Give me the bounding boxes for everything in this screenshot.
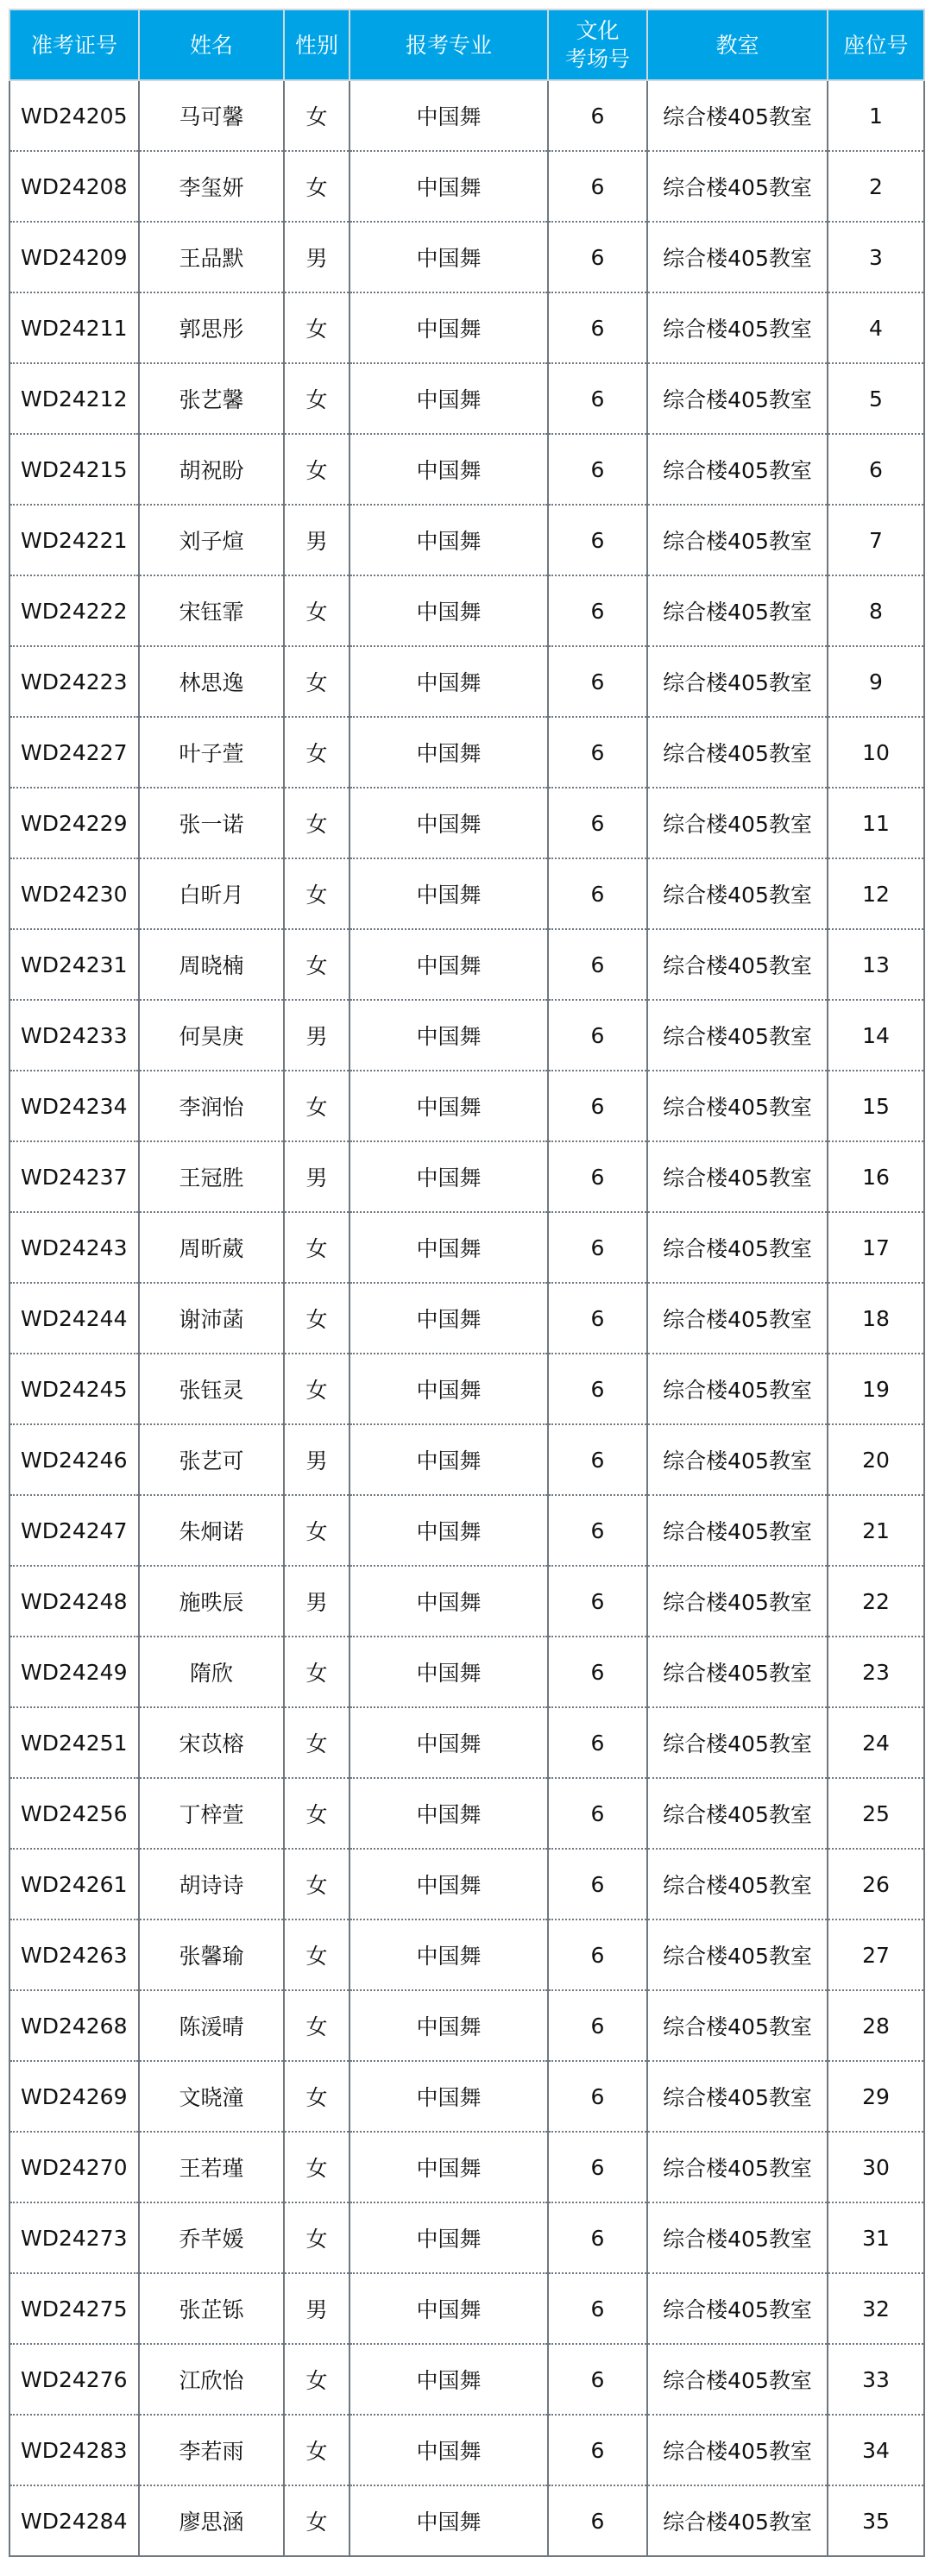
table-row [9,1424,924,1495]
cell-classroom: 综合楼405教室 [647,1000,828,1071]
table-row [9,1283,924,1354]
cell-seat-number: 33 [828,2344,924,2415]
cell-major: 中国舞 [350,1566,548,1637]
cell-gender: 女 [284,151,350,222]
header-major: 报考专业 [350,9,548,80]
cell-classroom: 综合楼405教室 [647,575,828,646]
cell-classroom: 综合楼405教室 [647,2485,828,2556]
cell-name: 叶子萱 [139,717,284,788]
cell-major: 中国舞 [350,2485,548,2556]
cell-major: 中国舞 [350,363,548,434]
cell-exam-room-number: 6 [548,1071,647,1141]
cell-gender: 男 [284,1566,350,1637]
cell-exam-room-number: 6 [548,929,647,1000]
table-row [9,1354,924,1424]
cell-seat-number: 22 [828,1566,924,1637]
cell-gender: 女 [284,2202,350,2273]
cell-name: 张艺可 [139,1424,284,1495]
table-row [9,717,924,788]
cell-exam-room-number: 6 [548,2132,647,2202]
cell-classroom: 综合楼405教室 [647,1283,828,1354]
cell-admission-number: WD24231 [9,929,139,1000]
cell-gender: 女 [284,2061,350,2132]
cell-name: 陈湲晴 [139,1990,284,2061]
cell-seat-number: 7 [828,505,924,575]
cell-name: 白昕月 [139,858,284,929]
cell-gender: 女 [284,1990,350,2061]
cell-admission-number: WD24237 [9,1141,139,1212]
cell-classroom: 综合楼405教室 [647,1919,828,1990]
cell-name: 王品默 [139,222,284,292]
cell-classroom: 综合楼405教室 [647,434,828,505]
cell-exam-room-number: 6 [548,1637,647,1707]
cell-seat-number: 1 [828,80,924,151]
cell-gender: 女 [284,858,350,929]
cell-major: 中国舞 [350,929,548,1000]
header-exam-room-number-line1: 文化 [576,18,620,43]
cell-name: 朱炯诺 [139,1495,284,1566]
cell-major: 中国舞 [350,2415,548,2485]
cell-classroom: 综合楼405教室 [647,292,828,363]
cell-classroom: 综合楼405教室 [647,788,828,858]
header-exam-room-number-line2: 考场号 [564,47,630,72]
cell-major: 中国舞 [350,575,548,646]
cell-admission-number: WD24248 [9,1566,139,1637]
cell-classroom: 综合楼405教室 [647,1707,828,1778]
header-exam-room-number [548,9,647,80]
cell-name: 丁梓萱 [139,1778,284,1849]
table-row [9,1990,924,2061]
cell-major: 中国舞 [350,1212,548,1283]
cell-major: 中国舞 [350,2132,548,2202]
cell-name: 隋欣 [139,1637,284,1707]
cell-major: 中国舞 [350,2344,548,2415]
cell-classroom: 综合楼405教室 [647,363,828,434]
table-header [9,9,924,80]
table-row [9,1849,924,1919]
cell-classroom: 综合楼405教室 [647,2415,828,2485]
table-row [9,292,924,363]
cell-admission-number: WD24249 [9,1637,139,1707]
cell-admission-number: WD24269 [9,2061,139,2132]
cell-classroom: 综合楼405教室 [647,1141,828,1212]
cell-major: 中国舞 [350,1778,548,1849]
table-row [9,2344,924,2415]
cell-exam-room-number: 6 [548,1283,647,1354]
cell-major: 中国舞 [350,788,548,858]
cell-admission-number: WD24245 [9,1354,139,1424]
cell-seat-number: 24 [828,1707,924,1778]
cell-gender: 女 [284,646,350,717]
cell-name: 张钰灵 [139,1354,284,1424]
cell-admission-number: WD24283 [9,2415,139,2485]
cell-major: 中国舞 [350,858,548,929]
cell-seat-number: 8 [828,575,924,646]
cell-exam-room-number: 6 [548,2415,647,2485]
cell-seat-number: 31 [828,2202,924,2273]
table-row [9,858,924,929]
cell-admission-number: WD24247 [9,1495,139,1566]
cell-major: 中国舞 [350,80,548,151]
header-name: 姓名 [139,9,284,80]
cell-name: 李润怡 [139,1071,284,1141]
cell-major: 中国舞 [350,1707,548,1778]
cell-gender: 女 [284,363,350,434]
cell-classroom: 综合楼405教室 [647,1354,828,1424]
cell-name: 王若瑾 [139,2132,284,2202]
header-classroom: 教室 [647,9,828,80]
cell-classroom: 综合楼405教室 [647,1637,828,1707]
table-row [9,1071,924,1141]
cell-exam-room-number: 6 [548,858,647,929]
cell-admission-number: WD24244 [9,1283,139,1354]
cell-exam-room-number: 6 [548,151,647,222]
cell-gender: 女 [284,1849,350,1919]
cell-gender: 女 [284,292,350,363]
cell-exam-room-number: 6 [548,2344,647,2415]
cell-exam-room-number: 6 [548,1566,647,1637]
cell-exam-room-number: 6 [548,575,647,646]
cell-seat-number: 9 [828,646,924,717]
cell-name: 林思逸 [139,646,284,717]
cell-admission-number: WD24211 [9,292,139,363]
table-row [9,575,924,646]
cell-name: 王冠胜 [139,1141,284,1212]
cell-seat-number: 34 [828,2415,924,2485]
header-row [9,9,924,80]
cell-admission-number: WD24268 [9,1990,139,2061]
cell-name: 宋苡榕 [139,1707,284,1778]
cell-name: 胡祝盼 [139,434,284,505]
cell-classroom: 综合楼405教室 [647,2061,828,2132]
table-row [9,2132,924,2202]
cell-classroom: 综合楼405教室 [647,2344,828,2415]
table-row [9,505,924,575]
table-row [9,2485,924,2556]
cell-name: 施昳辰 [139,1566,284,1637]
cell-gender: 女 [284,1495,350,1566]
cell-major: 中国舞 [350,717,548,788]
cell-gender: 女 [284,434,350,505]
cell-exam-room-number: 6 [548,222,647,292]
cell-admission-number: WD24215 [9,434,139,505]
cell-name: 张一诺 [139,788,284,858]
table-row [9,1141,924,1212]
cell-admission-number: WD24234 [9,1071,139,1141]
cell-classroom: 综合楼405教室 [647,1424,828,1495]
cell-seat-number: 28 [828,1990,924,2061]
cell-seat-number: 32 [828,2273,924,2344]
cell-admission-number: WD24261 [9,1849,139,1919]
cell-exam-room-number: 6 [548,363,647,434]
exam-seating-table [9,9,925,2557]
cell-major: 中国舞 [350,1354,548,1424]
cell-admission-number: WD24275 [9,2273,139,2344]
cell-exam-room-number: 6 [548,717,647,788]
cell-name: 刘子煊 [139,505,284,575]
table-row [9,1707,924,1778]
cell-exam-room-number: 6 [548,1354,647,1424]
cell-gender: 男 [284,505,350,575]
cell-major: 中国舞 [350,1071,548,1141]
cell-classroom: 综合楼405教室 [647,2273,828,2344]
cell-seat-number: 11 [828,788,924,858]
cell-exam-room-number: 6 [548,646,647,717]
cell-exam-room-number: 6 [548,2202,647,2273]
cell-classroom: 综合楼405教室 [647,1212,828,1283]
cell-major: 中国舞 [350,646,548,717]
cell-classroom: 综合楼405教室 [647,929,828,1000]
table-row [9,80,924,151]
table-row [9,1778,924,1849]
cell-admission-number: WD24221 [9,505,139,575]
table-row [9,1212,924,1283]
cell-exam-room-number: 6 [548,1919,647,1990]
cell-name: 江欣怡 [139,2344,284,2415]
table-row [9,2273,924,2344]
cell-exam-room-number: 6 [548,1778,647,1849]
cell-gender: 男 [284,222,350,292]
cell-name: 周昕葳 [139,1212,284,1283]
cell-seat-number: 10 [828,717,924,788]
cell-classroom: 综合楼405教室 [647,1495,828,1566]
cell-name: 廖思涵 [139,2485,284,2556]
cell-seat-number: 17 [828,1212,924,1283]
cell-gender: 女 [284,1212,350,1283]
cell-exam-room-number: 6 [548,80,647,151]
cell-classroom: 综合楼405教室 [647,717,828,788]
cell-major: 中国舞 [350,1000,548,1071]
cell-gender: 女 [284,1283,350,1354]
cell-gender: 女 [284,80,350,151]
cell-admission-number: WD24223 [9,646,139,717]
cell-classroom: 综合楼405教室 [647,2202,828,2273]
cell-name: 李若雨 [139,2415,284,2485]
cell-seat-number: 3 [828,222,924,292]
cell-seat-number: 35 [828,2485,924,2556]
cell-seat-number: 14 [828,1000,924,1071]
cell-major: 中国舞 [350,1919,548,1990]
cell-seat-number: 12 [828,858,924,929]
cell-exam-room-number: 6 [548,1141,647,1212]
cell-exam-room-number: 6 [548,292,647,363]
cell-admission-number: WD24270 [9,2132,139,2202]
cell-major: 中国舞 [350,1990,548,2061]
cell-gender: 女 [284,1778,350,1849]
cell-exam-room-number: 6 [548,1990,647,2061]
table-row [9,646,924,717]
cell-exam-room-number: 6 [548,788,647,858]
cell-gender: 女 [284,1354,350,1424]
table-row [9,1000,924,1071]
cell-gender: 女 [284,2415,350,2485]
cell-seat-number: 21 [828,1495,924,1566]
cell-major: 中国舞 [350,222,548,292]
cell-admission-number: WD24209 [9,222,139,292]
cell-admission-number: WD24222 [9,575,139,646]
cell-major: 中国舞 [350,151,548,222]
cell-seat-number: 13 [828,929,924,1000]
cell-classroom: 综合楼405教室 [647,80,828,151]
cell-major: 中国舞 [350,1849,548,1919]
cell-admission-number: WD24227 [9,717,139,788]
cell-gender: 女 [284,1637,350,1707]
cell-seat-number: 27 [828,1919,924,1990]
table-row [9,929,924,1000]
cell-seat-number: 15 [828,1071,924,1141]
header-seat-number: 座位号 [828,9,924,80]
cell-gender: 女 [284,788,350,858]
cell-admission-number: WD24284 [9,2485,139,2556]
cell-seat-number: 5 [828,363,924,434]
cell-major: 中国舞 [350,1283,548,1354]
cell-gender: 女 [284,929,350,1000]
cell-major: 中国舞 [350,505,548,575]
cell-admission-number: WD24246 [9,1424,139,1495]
cell-major: 中国舞 [350,2061,548,2132]
cell-seat-number: 6 [828,434,924,505]
cell-admission-number: WD24256 [9,1778,139,1849]
cell-name: 乔芊媛 [139,2202,284,2273]
cell-name: 张芷铄 [139,2273,284,2344]
cell-classroom: 综合楼405教室 [647,1071,828,1141]
cell-classroom: 综合楼405教室 [647,1566,828,1637]
cell-name: 李玺妍 [139,151,284,222]
cell-seat-number: 25 [828,1778,924,1849]
cell-gender: 女 [284,717,350,788]
cell-gender: 女 [284,1071,350,1141]
cell-exam-room-number: 6 [548,1495,647,1566]
cell-gender: 女 [284,1707,350,1778]
cell-major: 中国舞 [350,1141,548,1212]
cell-gender: 男 [284,2273,350,2344]
exam-seating-table-container [9,9,923,2557]
cell-seat-number: 30 [828,2132,924,2202]
cell-major: 中国舞 [350,292,548,363]
cell-gender: 女 [284,2485,350,2556]
cell-seat-number: 26 [828,1849,924,1919]
cell-gender: 女 [284,575,350,646]
cell-classroom: 综合楼405教室 [647,646,828,717]
cell-exam-room-number: 6 [548,2273,647,2344]
cell-gender: 女 [284,1919,350,1990]
cell-classroom: 综合楼405教室 [647,505,828,575]
cell-admission-number: WD24212 [9,363,139,434]
cell-name: 胡诗诗 [139,1849,284,1919]
cell-name: 马可馨 [139,80,284,151]
cell-classroom: 综合楼405教室 [647,222,828,292]
cell-exam-room-number: 6 [548,505,647,575]
cell-gender: 男 [284,1141,350,1212]
cell-classroom: 综合楼405教室 [647,1990,828,2061]
cell-name: 张馨瑜 [139,1919,284,1990]
cell-admission-number: WD24208 [9,151,139,222]
table-row [9,151,924,222]
cell-exam-room-number: 6 [548,434,647,505]
cell-major: 中国舞 [350,2273,548,2344]
table-row [9,788,924,858]
table-row [9,2202,924,2273]
cell-seat-number: 16 [828,1141,924,1212]
cell-exam-room-number: 6 [548,2061,647,2132]
table-row [9,2061,924,2132]
cell-classroom: 综合楼405教室 [647,858,828,929]
cell-seat-number: 23 [828,1637,924,1707]
cell-classroom: 综合楼405教室 [647,1849,828,1919]
cell-name: 郭思彤 [139,292,284,363]
cell-gender: 男 [284,1424,350,1495]
cell-name: 谢沛菡 [139,1283,284,1354]
cell-exam-room-number: 6 [548,1212,647,1283]
cell-seat-number: 4 [828,292,924,363]
cell-classroom: 综合楼405教室 [647,2132,828,2202]
cell-gender: 女 [284,2132,350,2202]
cell-gender: 女 [284,2344,350,2415]
cell-name: 周晓楠 [139,929,284,1000]
table-row [9,1495,924,1566]
cell-classroom: 综合楼405教室 [647,1778,828,1849]
cell-admission-number: WD24229 [9,788,139,858]
table-row [9,2415,924,2485]
cell-admission-number: WD24205 [9,80,139,151]
header-gender: 性别 [284,9,350,80]
cell-seat-number: 18 [828,1283,924,1354]
cell-seat-number: 29 [828,2061,924,2132]
header-admission-number: 准考证号 [9,9,139,80]
table-row [9,222,924,292]
cell-seat-number: 2 [828,151,924,222]
cell-exam-room-number: 6 [548,1707,647,1778]
table-row [9,1566,924,1637]
cell-admission-number: WD24243 [9,1212,139,1283]
cell-gender: 男 [284,1000,350,1071]
cell-major: 中国舞 [350,2202,548,2273]
cell-exam-room-number: 6 [548,1849,647,1919]
cell-admission-number: WD24251 [9,1707,139,1778]
cell-admission-number: WD24233 [9,1000,139,1071]
cell-admission-number: WD24230 [9,858,139,929]
cell-admission-number: WD24276 [9,2344,139,2415]
cell-major: 中国舞 [350,1424,548,1495]
cell-exam-room-number: 6 [548,2485,647,2556]
cell-seat-number: 19 [828,1354,924,1424]
cell-exam-room-number: 6 [548,1424,647,1495]
table-row [9,434,924,505]
cell-major: 中国舞 [350,434,548,505]
cell-classroom: 综合楼405教室 [647,151,828,222]
cell-name: 文晓潼 [139,2061,284,2132]
cell-major: 中国舞 [350,1495,548,1566]
table-row [9,363,924,434]
cell-admission-number: WD24263 [9,1919,139,1990]
table-row [9,1637,924,1707]
cell-name: 何昊庚 [139,1000,284,1071]
cell-admission-number: WD24273 [9,2202,139,2273]
cell-major: 中国舞 [350,1637,548,1707]
table-body [9,80,924,2556]
table-row [9,1919,924,1990]
cell-name: 张艺馨 [139,363,284,434]
cell-seat-number: 20 [828,1424,924,1495]
cell-name: 宋钰霏 [139,575,284,646]
cell-exam-room-number: 6 [548,1000,647,1071]
